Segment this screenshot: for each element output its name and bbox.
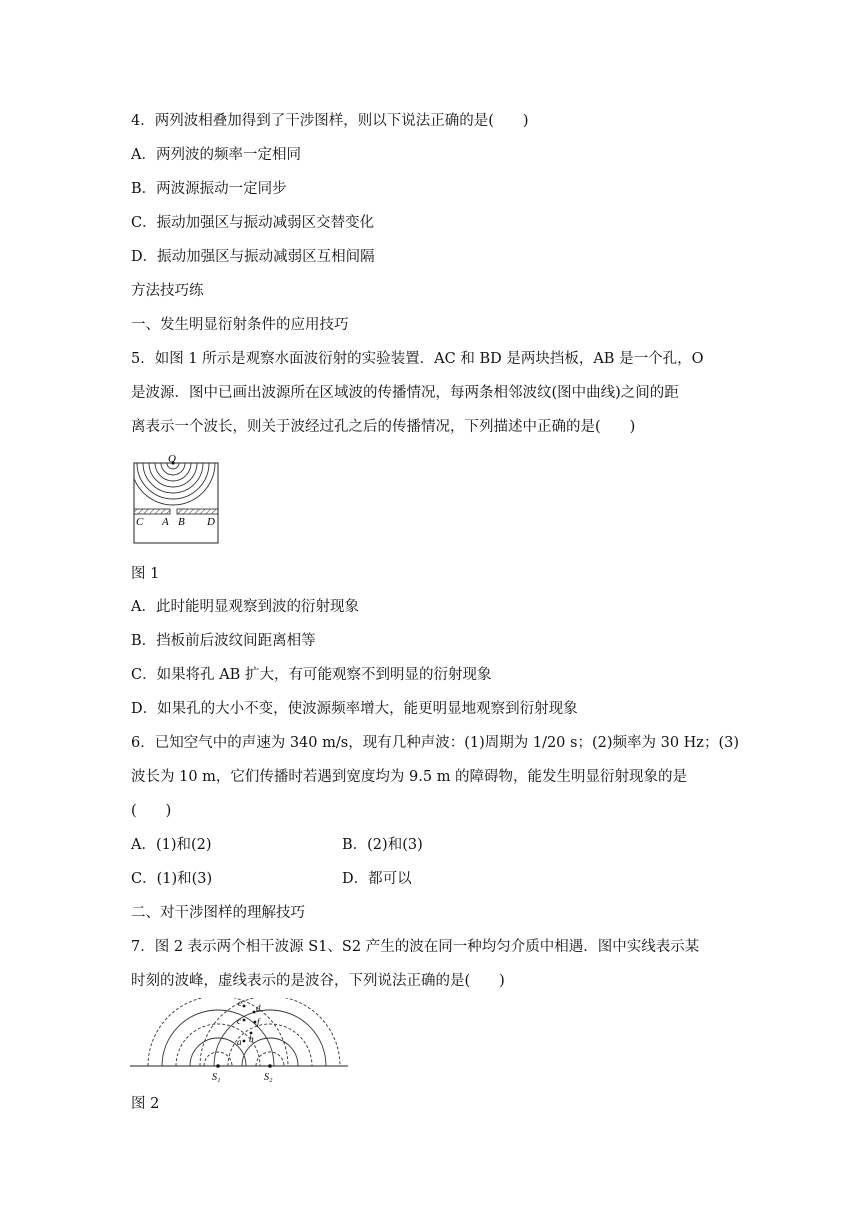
q4-stem: 4．两列波相叠加得到了干涉图样，则以下说法正确的是( ) <box>131 113 529 129</box>
label-b: b <box>249 1034 254 1044</box>
barrier-ac <box>134 509 170 514</box>
q6-stem-line2: 波长为 10 m，它们传播时若遇到宽度均为 9.5 m 的障碍物，能发生明显衍射现象的是 <box>131 769 688 785</box>
label-o: O <box>168 453 176 465</box>
section-methods-heading: 方法技巧练 <box>131 283 204 299</box>
label-a: a <box>237 1037 242 1047</box>
q6-option-c: C．(1)和(3) <box>131 871 213 887</box>
wave-fronts <box>131 463 215 505</box>
q7-stem-line1: 7．图 2 表示两个相干波源 S1、S2 产生的波在同一种均匀介质中相遇．图中实线表示某 <box>131 939 700 955</box>
q5-stem-line2: 是波源．图中已画出波源所在区域波的传播情况，每两条相邻波纹(图中曲线)之间的距 <box>131 385 679 401</box>
label-d: D <box>207 516 215 528</box>
q4-option-d: D．振动加强区与振动减弱区互相间隔 <box>131 249 375 265</box>
source-s2-dot <box>268 1064 272 1068</box>
q5-stem-line3: 离表示一个波长，则关于波经过孔之后的传播情况，下列描述中正确的是( ) <box>131 419 636 435</box>
s2-wavefronts <box>200 998 340 1066</box>
q6-stem-line3: ( ) <box>131 803 172 819</box>
q6-option-d: D．都可以 <box>342 871 412 887</box>
figure-1-diffraction-apparatus <box>128 450 224 550</box>
q6-option-a: A．(1)和(2) <box>131 837 212 853</box>
label-a: A <box>162 516 169 528</box>
figure-2-caption: 图 2 <box>131 1096 160 1112</box>
q5-option-b: B．挡板前后波纹间距离相等 <box>131 633 316 649</box>
q7-stem-line2: 时刻的波峰，虚线表示的是波谷，下列说法正确的是( ) <box>131 973 505 989</box>
q4-option-a: A．两列波的频率一定相同 <box>131 147 301 163</box>
section-1-heading: 一、发生明显衍射条件的应用技巧 <box>131 317 349 333</box>
q5-option-d: D．如果孔的大小不变，使波源频率增大，能更明显地观察到衍射现象 <box>131 701 578 717</box>
q4-option-b: B．两波源振动一定同步 <box>131 181 287 197</box>
point-d-dot <box>253 1011 256 1014</box>
point-c-dot <box>243 1019 246 1022</box>
point-a-dot <box>243 1040 246 1043</box>
figure-2-interference-pattern <box>128 998 352 1086</box>
s1-wavefronts <box>148 998 288 1066</box>
q6-stem-line1: 6．已知空气中的声速为 340 m/s，现有几种声波：(1)周期为 1/20 s；(2)频率为 30 Hz；(3) <box>131 735 739 751</box>
figure-1-caption: 图 1 <box>131 566 160 582</box>
barrier-bd <box>177 509 218 514</box>
label-b: B <box>178 516 185 528</box>
q5-option-c: C．如果将孔 AB 扩大，有可能观察不到明显的衍射现象 <box>131 667 492 683</box>
label-d: d <box>256 1003 261 1013</box>
label-s1: S₁ <box>212 1072 221 1083</box>
label-c: c <box>237 1016 241 1026</box>
section-2-heading: 二、对干涉图样的理解技巧 <box>131 905 305 921</box>
point-f-dot <box>254 1021 257 1024</box>
label-e: e <box>238 998 242 1008</box>
label-c: C <box>136 516 144 528</box>
label-f: f <box>257 1017 260 1027</box>
q5-stem-line1: 5．如图 1 所示是观察水面波衍射的实验装置．AC 和 BD 是两块挡板，AB 是一个孔，O <box>131 351 704 367</box>
q5-option-a: A．此时能明显观察到波的衍射现象 <box>131 599 359 615</box>
point-e-dot <box>243 1005 246 1008</box>
label-s2: S₂ <box>264 1072 273 1083</box>
q4-option-c: C．振动加强区与振动减弱区交替变化 <box>131 215 375 231</box>
q6-option-b: B．(2)和(3) <box>342 837 423 853</box>
source-s1-dot <box>216 1064 220 1068</box>
